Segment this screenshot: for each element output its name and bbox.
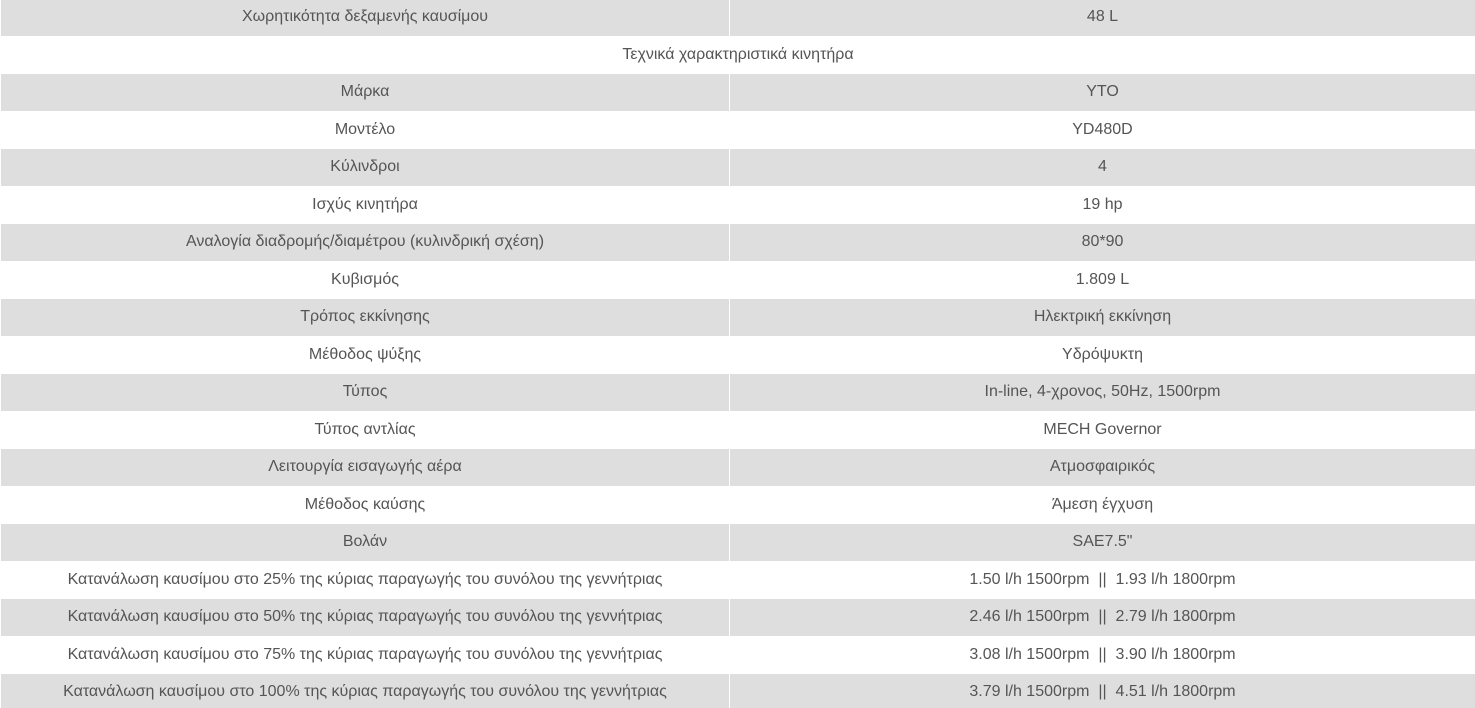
spec-value: YD480D xyxy=(730,111,1475,149)
table-row xyxy=(1,561,1475,599)
spec-label: Βολάν xyxy=(1,524,730,562)
table-row xyxy=(1,261,1475,299)
spec-value: 3.08 l/h 1500rpm || 3.90 l/h 1800rpm xyxy=(730,636,1475,674)
table-row xyxy=(1,299,1475,337)
spec-label: Κατανάλωση καυσίμου στο 25% της κύριας παραγωγής του συνόλου της γεννήτριας xyxy=(1,561,730,599)
table-row xyxy=(1,374,1475,412)
spec-label: Χωρητικότητα δεξαμενής καυσίμου xyxy=(1,0,730,36)
table-row xyxy=(1,74,1475,112)
table-row xyxy=(1,224,1475,262)
spec-label: Κυβισμός xyxy=(1,261,730,299)
spec-value: Άμεση έγχυση xyxy=(730,486,1475,524)
spec-label: Μοντέλο xyxy=(1,111,730,149)
spec-label: Ισχύς κινητήρα xyxy=(1,186,730,224)
table-row xyxy=(1,599,1475,637)
table-row xyxy=(1,411,1475,449)
table-row xyxy=(1,149,1475,187)
table-row xyxy=(1,0,1475,36)
spec-value: In-line, 4-χρονος, 50Hz, 1500rpm xyxy=(730,374,1475,412)
spec-value: YTO xyxy=(730,74,1475,112)
table-row xyxy=(1,336,1475,374)
spec-label: Τύπος αντλίας xyxy=(1,411,730,449)
spec-value: 3.79 l/h 1500rpm || 4.51 l/h 1800rpm xyxy=(730,674,1475,708)
table-row xyxy=(1,674,1475,708)
spec-value: 19 hp xyxy=(730,186,1475,224)
spec-value: 4 xyxy=(730,149,1475,187)
table-row xyxy=(1,636,1475,674)
spec-value: 1.809 L xyxy=(730,261,1475,299)
table-row xyxy=(1,486,1475,524)
spec-label: Λειτουργία εισαγωγής αέρα xyxy=(1,449,730,487)
table-row xyxy=(1,524,1475,562)
section-header-row xyxy=(1,36,1475,74)
spec-label: Μέθοδος ψύξης xyxy=(1,336,730,374)
spec-label: Μέθοδος καύσης xyxy=(1,486,730,524)
table-row xyxy=(1,449,1475,487)
spec-value: MECH Governor xyxy=(730,411,1475,449)
spec-label: Κύλινδροι xyxy=(1,149,730,187)
spec-label: Κατανάλωση καυσίμου στο 75% της κύριας παραγωγής του συνόλου της γεννήτριας xyxy=(1,636,730,674)
spec-value: 48 L xyxy=(730,0,1475,36)
spec-value: 80*90 xyxy=(730,224,1475,262)
spec-value: SAE7.5" xyxy=(730,524,1475,562)
spec-value: 1.50 l/h 1500rpm || 1.93 l/h 1800rpm xyxy=(730,561,1475,599)
section-title: Τεχνικά χαρακτηριστικά κινητήρα xyxy=(1,36,1475,74)
spec-label: Τύπος xyxy=(1,374,730,412)
spec-value: Ατμοσφαιρικός xyxy=(730,449,1475,487)
spec-label: Μάρκα xyxy=(1,74,730,112)
spec-label: Κατανάλωση καυσίμου στο 50% της κύριας παραγωγής του συνόλου της γεννήτριας xyxy=(1,599,730,637)
spec-value: 2.46 l/h 1500rpm || 2.79 l/h 1800rpm xyxy=(730,599,1475,637)
table-row xyxy=(1,111,1475,149)
table-row xyxy=(1,186,1475,224)
spec-label: Αναλογία διαδρομής/διαμέτρου (κυλινδρική σχέση) xyxy=(1,224,730,262)
spec-value: Ηλεκτρική εκκίνηση xyxy=(730,299,1475,337)
spec-label: Κατανάλωση καυσίμου στο 100% της κύριας παραγωγής του συνόλου της γεννήτριας xyxy=(1,674,730,708)
spec-value: Υδρόψυκτη xyxy=(730,336,1475,374)
spec-label: Τρόπος εκκίνησης xyxy=(1,299,730,337)
